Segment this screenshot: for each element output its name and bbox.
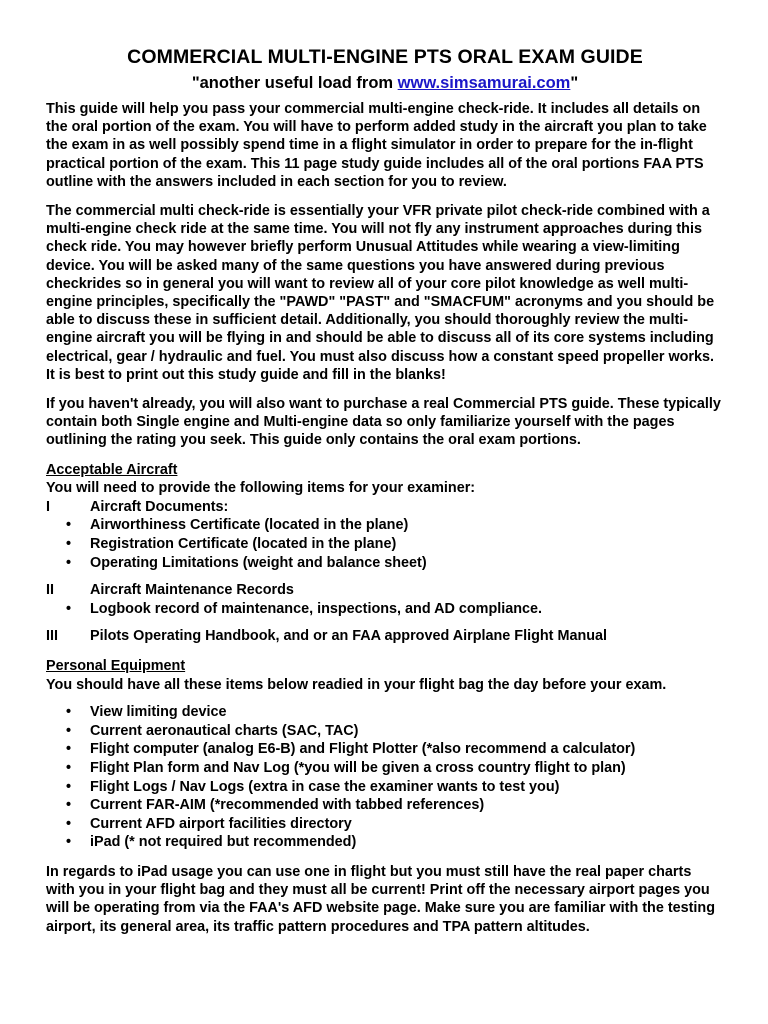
list-item-text: Airworthiness Certificate (located in the plane) bbox=[90, 517, 409, 534]
page-title: COMMERCIAL MULTI-ENGINE PTS ORAL EXAM GUIDE bbox=[127, 46, 643, 68]
bullet-icon: • bbox=[66, 815, 72, 832]
list-item bbox=[46, 554, 724, 573]
bullet-icon: • bbox=[66, 536, 72, 553]
bullet-icon: • bbox=[66, 517, 72, 534]
acceptable-aircraft-intro: You will need to provide the following items for your examiner: bbox=[46, 480, 476, 497]
personal-equipment-heading: Personal Equipment bbox=[46, 658, 186, 674]
acceptable-aircraft-heading: Acceptable Aircraft bbox=[46, 461, 178, 478]
section-number: II bbox=[46, 582, 54, 599]
list-item bbox=[46, 778, 724, 797]
list-item-text: Current aeronautical charts (SAC, TAC) bbox=[90, 722, 359, 739]
bullet-icon: • bbox=[66, 778, 72, 795]
list-item bbox=[46, 815, 724, 834]
bullet-icon: • bbox=[66, 759, 72, 776]
list-item bbox=[46, 516, 724, 535]
list-item bbox=[46, 759, 724, 778]
list-item bbox=[46, 833, 724, 852]
bullet-icon: • bbox=[66, 704, 72, 721]
section-aircraft-documents bbox=[46, 498, 724, 517]
bullet-icon: • bbox=[66, 722, 72, 739]
section-pilots-handbook bbox=[46, 627, 724, 646]
list-item bbox=[46, 703, 724, 722]
subtitle bbox=[46, 71, 724, 95]
list-item bbox=[46, 722, 724, 741]
list-item-text: Registration Certificate (located in the plane) bbox=[90, 536, 397, 553]
bullet-icon: • bbox=[66, 600, 72, 617]
intro-paragraph: This guide will help you pass your commercial multi-engine check-ride. It includes all details on the oral portion of the exam. You will have to perform added study in the aircraft you plan to take the exam in as well possibly spend time in a flight simulator in order to prepare for the in-flight practical portion of the exam. This 11 page study guide includes all of the oral portions FAA PTS outline with the answers included in each section for you to review. bbox=[46, 101, 707, 190]
bullet-icon: • bbox=[66, 834, 72, 851]
section-maintenance-records bbox=[46, 581, 724, 600]
list-item-text: Flight computer (analog E6-B) and Flight Plotter (*also recommend a calculator) bbox=[90, 741, 636, 758]
list-item bbox=[46, 535, 724, 554]
list-item-text: Logbook record of maintenance, inspections, and AD compliance. bbox=[90, 600, 543, 617]
section-number: I bbox=[46, 498, 50, 515]
subtitle-suffix: " bbox=[570, 74, 579, 92]
section-title: Aircraft Documents: bbox=[90, 498, 229, 515]
personal-equipment-intro: You should have all these items below readied in your flight bag the day before your exam. bbox=[46, 676, 667, 693]
list-item-text: iPad (* not required but recommended) bbox=[90, 834, 357, 851]
bullet-icon: • bbox=[66, 741, 72, 758]
aircraft-documents-list bbox=[46, 516, 724, 572]
website-link[interactable]: www.simsamurai.com bbox=[397, 74, 571, 92]
list-item-text: View limiting device bbox=[90, 704, 227, 721]
checkride-paragraph: The commercial multi check-ride is essentially your VFR private pilot check-ride combined with a multi-engine check ride at the same time. You will not fly any instrument approaches during this check ride. You may however briefly perform Unusual Attitudes while wearing a view-limiting device. You will be asked many of the same questions you have answered during previous checkrides so in general you will want to review all of your core pilot knowledge as well multi-engine principles, specifically the "PAWD" "PAST" and "SMACFUM" acronyms and you should be able to discuss these in sufficient detail. Additionally, you should thoroughly review the multi-engine aircraft you will be flying in and should be able to discuss all of its core systems including electrical, gear / hydraulic and fuel. You must also discuss how a constant speed propeller works. It is best to print out this study guide and fill in the blanks! bbox=[46, 203, 715, 383]
list-item bbox=[46, 600, 724, 619]
list-item bbox=[46, 796, 724, 815]
list-item-text: Operating Limitations (weight and balance sheet) bbox=[90, 554, 427, 571]
list-item-text: Current FAR-AIM (*recommended with tabbed references) bbox=[90, 797, 485, 814]
bullet-icon: • bbox=[66, 797, 72, 814]
maintenance-records-list bbox=[46, 600, 724, 619]
list-item-text: Flight Logs / Nav Logs (extra in case the examiner wants to test you) bbox=[90, 778, 560, 795]
subtitle-prefix: "another useful load from bbox=[191, 74, 398, 92]
list-item bbox=[46, 740, 724, 759]
section-title: Pilots Operating Handbook, and or an FAA approved Airplane Flight Manual bbox=[90, 628, 608, 645]
pts-guide-paragraph: If you haven't already, you will also want to purchase a real Commercial PTS guide. These typically contain both Single engine and Multi-engine data so only familiarize yourself with the pages outlining the rating you seek. This guide only contains the oral exam portions. bbox=[46, 396, 721, 449]
personal-equipment-list bbox=[46, 703, 724, 852]
section-number: III bbox=[46, 628, 58, 645]
list-item-text: Flight Plan form and Nav Log (*you will be given a cross country flight to plan) bbox=[90, 759, 626, 776]
ipad-usage-paragraph: In regards to iPad usage you can use one in flight but you must still have the real paper charts with you in your flight bag and they must all be current! Print off the necessary airport pages you will be operating from via the FAA's AFD website page. Make sure you are familiar with the testing airport, its general area, its traffic pattern procedures and TPA pattern altitudes. bbox=[46, 863, 716, 935]
list-item-text: Current AFD airport facilities directory bbox=[90, 815, 352, 832]
bullet-icon: • bbox=[66, 554, 72, 571]
section-title: Aircraft Maintenance Records bbox=[90, 582, 294, 599]
